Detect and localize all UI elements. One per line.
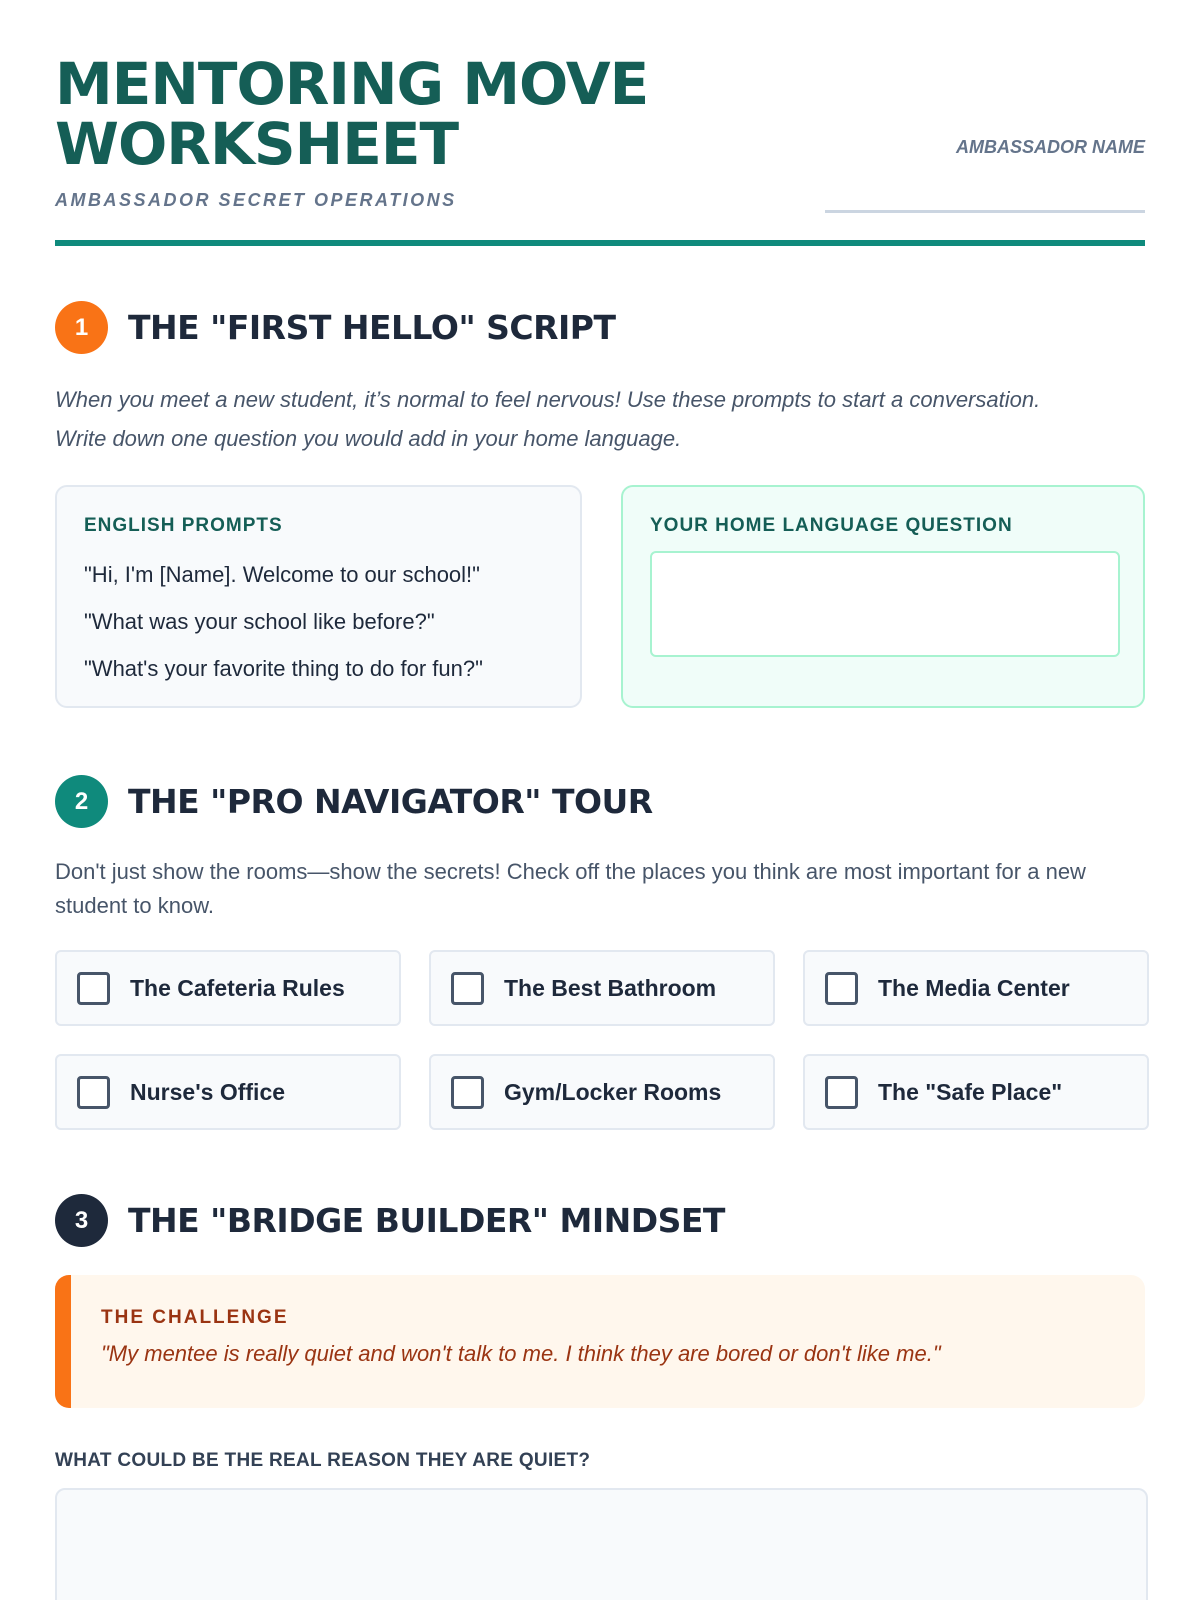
- section-2-title: THE "PRO NAVIGATOR" TOUR: [128, 782, 653, 821]
- english-prompts-card: [55, 485, 582, 708]
- prompt-item: "What was your school like before?": [84, 609, 435, 634]
- real-reason-answer-input[interactable]: [55, 1488, 1148, 1600]
- title-line-1: MENTORING MOVE: [55, 50, 649, 118]
- section-1-number-badge: 1: [55, 301, 108, 354]
- home-language-card: [621, 485, 1145, 708]
- checkbox[interactable]: [77, 1076, 110, 1109]
- real-reason-question-label: WHAT COULD BE THE REAL REASON THEY ARE QUIET?: [55, 1450, 591, 1471]
- section-2-intro: Don't just show the rooms—show the secrets! Check off the places you think are most important for a new student to know.: [55, 859, 1086, 918]
- checklist-item-gym-locker-rooms[interactable]: [429, 1054, 775, 1130]
- checklist-item-best-bathroom[interactable]: [429, 950, 775, 1026]
- checklist-item-nurses-office[interactable]: [55, 1054, 401, 1130]
- header-divider: [55, 240, 1145, 246]
- checklist-label: The Best Bathroom: [504, 974, 717, 1001]
- home-language-question-input[interactable]: [650, 551, 1120, 657]
- section-1-title: THE "FIRST HELLO" SCRIPT: [128, 308, 616, 347]
- checklist-label: Nurse's Office: [130, 1078, 286, 1105]
- checklist-item-safe-place[interactable]: [803, 1054, 1149, 1130]
- section-3-title: THE "BRIDGE BUILDER" MINDSET: [128, 1201, 725, 1240]
- places-checklist: [55, 950, 1148, 1130]
- english-prompts-label: ENGLISH PROMPTS: [84, 515, 283, 536]
- checkbox[interactable]: [451, 1076, 484, 1109]
- challenge-quote: "My mentee is really quiet and won't talk to me. I think they are bored or don't like me.": [101, 1341, 941, 1366]
- checkbox[interactable]: [825, 972, 858, 1005]
- section-1-intro: [55, 380, 1145, 458]
- section-3-number-badge: 3: [55, 1194, 108, 1247]
- prompt-item: "What's your favorite thing to do for fun?": [84, 656, 483, 681]
- checkbox[interactable]: [77, 972, 110, 1005]
- section-1-intro-line-2: Write down one question you would add in your home language.: [55, 426, 682, 451]
- page-subtitle: AMBASSADOR SECRET OPERATIONS: [55, 190, 457, 210]
- worksheet-header: [55, 0, 1145, 248]
- challenge-callout: [55, 1275, 1145, 1408]
- ambassador-name-label: AMBASSADOR NAME: [956, 137, 1145, 157]
- checkbox[interactable]: [825, 1076, 858, 1109]
- ambassador-name-line[interactable]: [825, 210, 1145, 213]
- title-line-2: WORKSHEET: [55, 110, 459, 178]
- prompt-item: "Hi, I'm [Name]. Welcome to our school!": [84, 562, 480, 587]
- home-language-label: YOUR HOME LANGUAGE QUESTION: [650, 515, 1013, 536]
- section-2-heading: [55, 775, 1145, 828]
- section-3-heading: [55, 1194, 1145, 1247]
- page-title: [55, 50, 649, 178]
- checklist-label: The "Safe Place": [878, 1078, 1063, 1105]
- section-2-number-badge: 2: [55, 775, 108, 828]
- section-1-intro-line-1: When you meet a new student, it’s normal to feel nervous! Use these prompts to start a conversation.: [55, 387, 1041, 412]
- checklist-item-media-center[interactable]: [803, 950, 1149, 1026]
- checklist-label: The Media Center: [878, 974, 1070, 1001]
- checklist-item-cafeteria-rules[interactable]: [55, 950, 401, 1026]
- section-1-heading: [55, 301, 1145, 354]
- checkbox[interactable]: [451, 972, 484, 1005]
- checklist-label: The Cafeteria Rules: [130, 974, 345, 1001]
- challenge-label: THE CHALLENGE: [101, 1307, 289, 1328]
- checklist-label: Gym/Locker Rooms: [504, 1078, 722, 1105]
